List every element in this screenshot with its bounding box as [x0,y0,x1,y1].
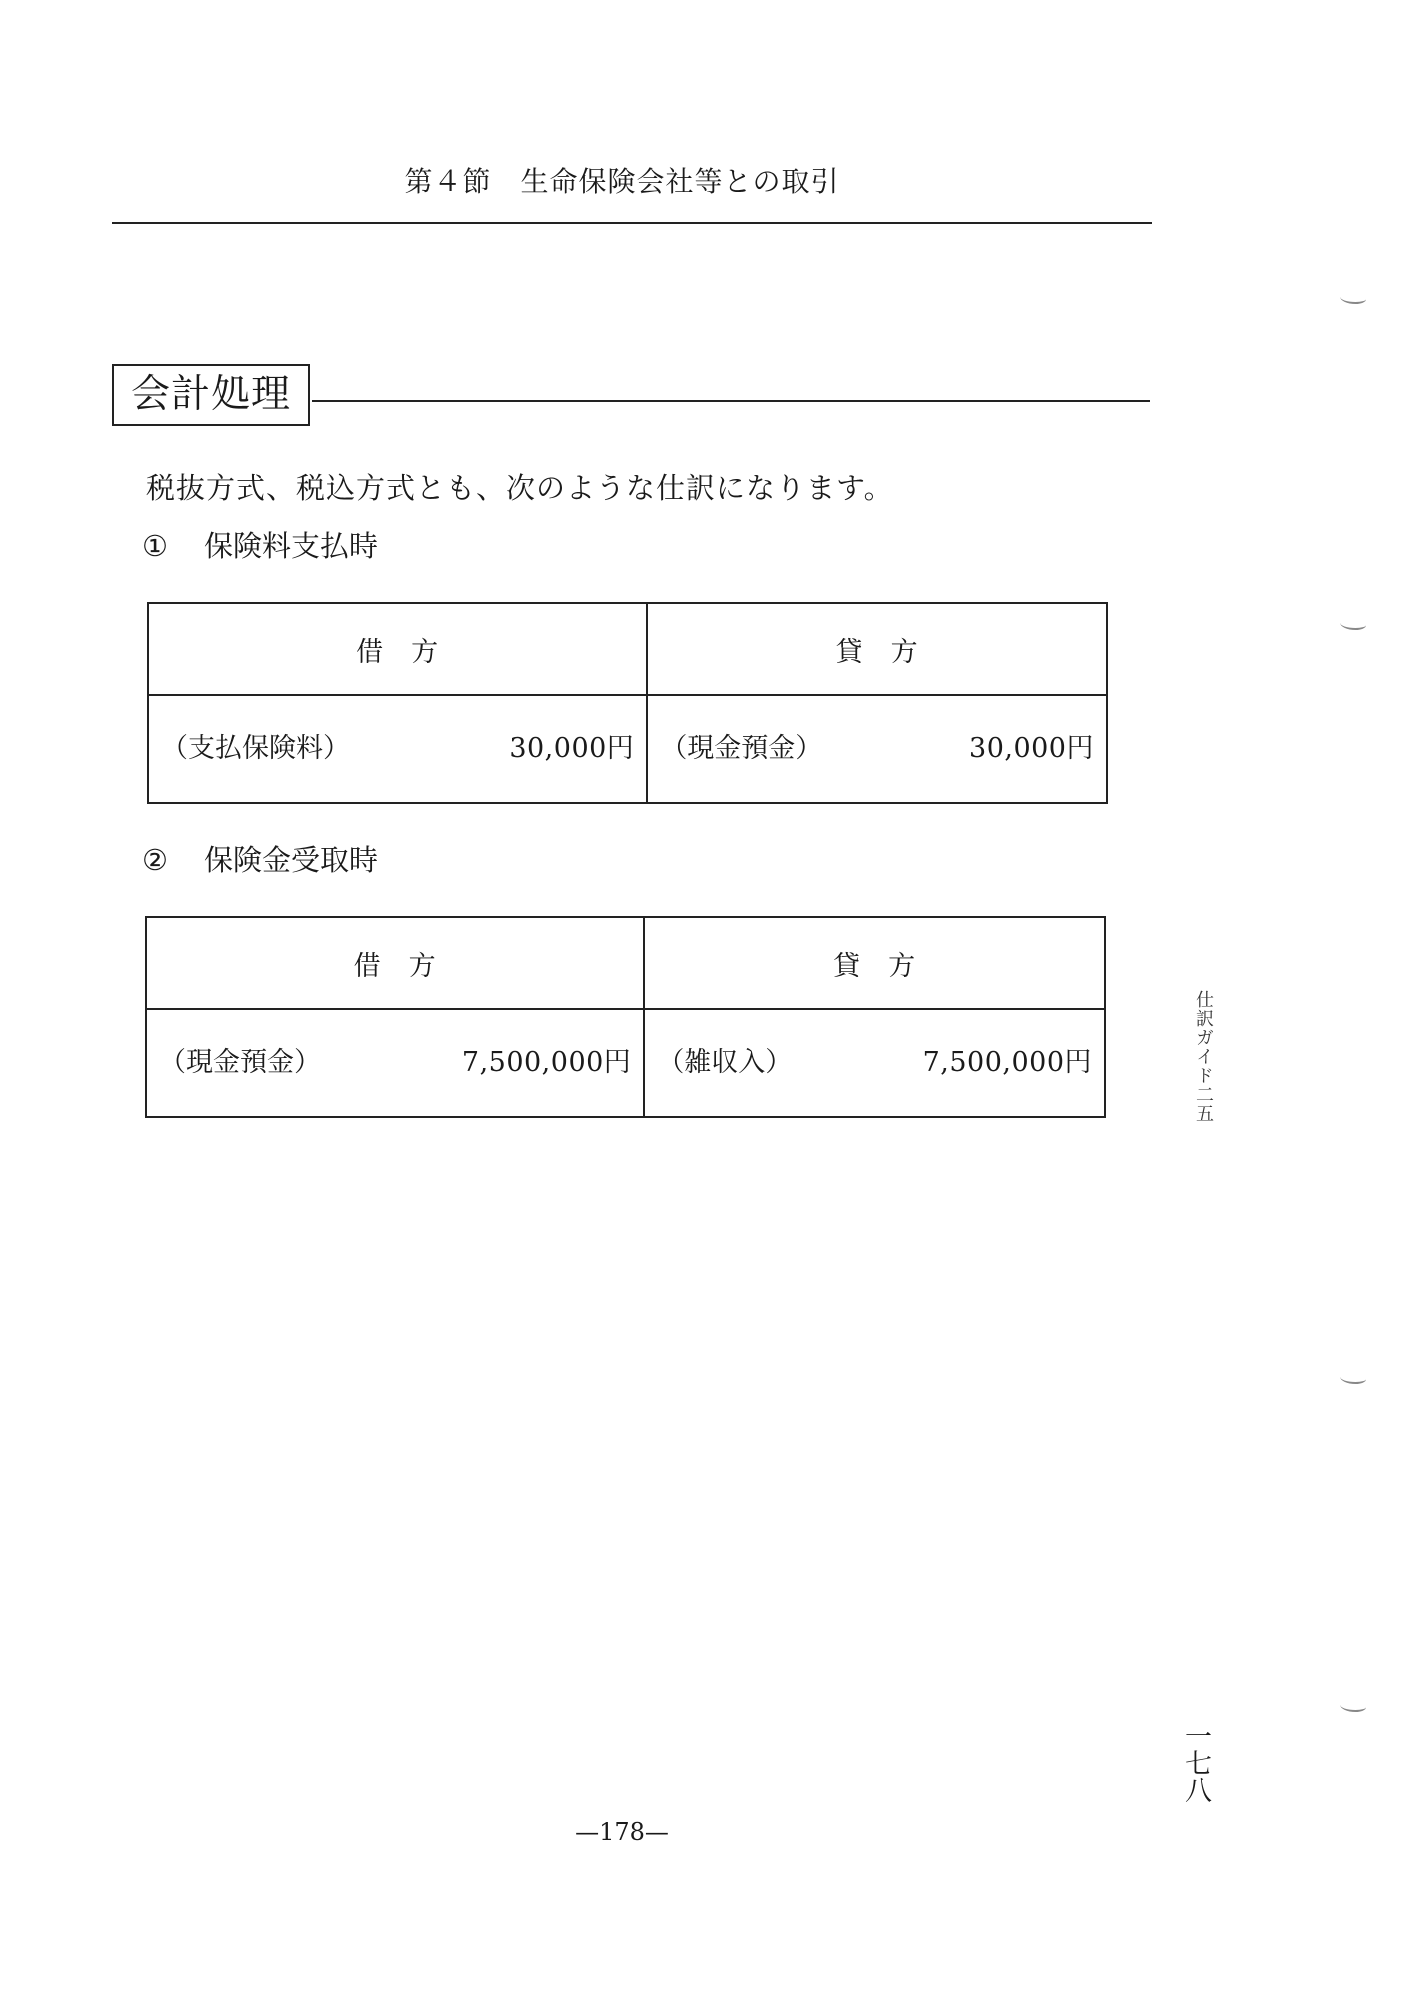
debit-account: （支払保険料） [161,733,350,764]
debit-cell [146,1009,644,1117]
debit-amount: 7,500,000円 [461,1047,632,1078]
debit-account: （現金預金） [159,1047,321,1078]
credit-amount: 30,000円 [969,733,1094,764]
binding-mark [1340,618,1366,630]
entry-2-number: ② [142,843,168,877]
entry-1-title: 保険料支払時 [204,529,379,563]
credit-account: （雑収入） [657,1047,793,1078]
journal-entry-table-2 [145,916,1106,1118]
section-heading: 会計処理 [112,364,310,426]
journal-entry-table-1 [147,602,1108,804]
side-page-number: 一七八 [1180,1722,1211,1803]
credit-header: 貸方 [647,603,1107,695]
credit-header: 貸方 [644,917,1105,1009]
entry-2-heading [142,838,378,879]
credit-amount: 7,500,000円 [922,1047,1092,1078]
chapter-title: 第４節 生命保険会社等との取引 [404,165,840,198]
chapter-divider [112,222,1152,224]
credit-account: （現金預金） [660,733,823,764]
debit-cell [148,695,647,803]
binding-mark [1340,292,1366,304]
debit-header: 借方 [146,917,644,1009]
section-divider [312,400,1150,402]
entry-1-number: ① [142,529,168,563]
binding-mark [1340,1372,1366,1384]
intro-text: 税抜方式、税込方式とも、次のような仕訳になります。 [146,471,894,505]
entry-1-heading [142,524,378,565]
debit-header: 借方 [148,603,647,695]
credit-cell [647,695,1107,803]
page-number: —178— [575,1818,669,1846]
binding-mark [1340,1700,1366,1712]
debit-amount: 30,000円 [509,733,635,764]
entry-2-title: 保険金受取時 [204,843,379,877]
side-note: 仕訳ガイド二五 [1193,990,1214,1123]
credit-cell [644,1009,1105,1117]
